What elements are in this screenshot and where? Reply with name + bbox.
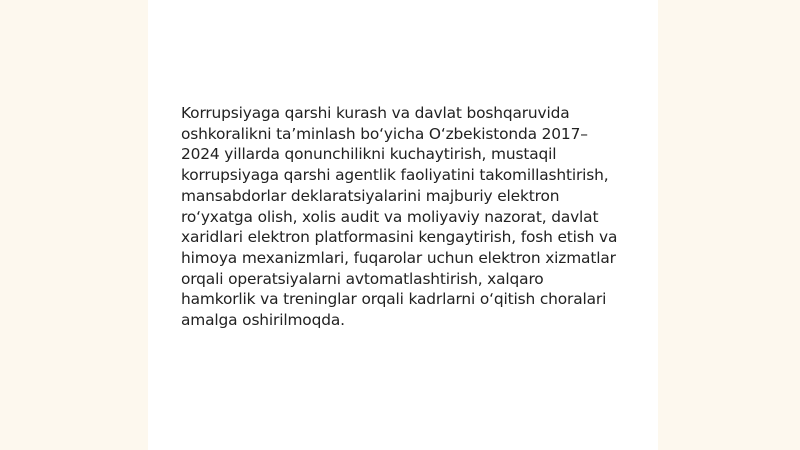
document-page <box>148 0 658 450</box>
body-paragraph: Korrupsiyaga qarshi kurash va davlat boshqaruvida oshkoralikni ta’minlash bo‘yicha O‘zbekistonda 2017–2024 yillarda qonunchilikni kuchaytirish, mustaqil korrupsiyaga qarshi agentlik faoliyatini takomillashtirish, mansabdorlar deklaratsiyalarini majburiy elektron ro‘yxatga olish, xolis audit va moliyaviy nazorat, davlat xaridlari elektron platformasini kengaytirish, fosh etish va himoya mexanizmlari, fuqarolar uchun elektron xizmatlar orqali operatsiyalarni avtomatlashtirish, xalqaro hamkorlik va treninglar orqali kadrlarni o‘qitish choralari amalga oshirilmoqda. <box>181 104 618 330</box>
